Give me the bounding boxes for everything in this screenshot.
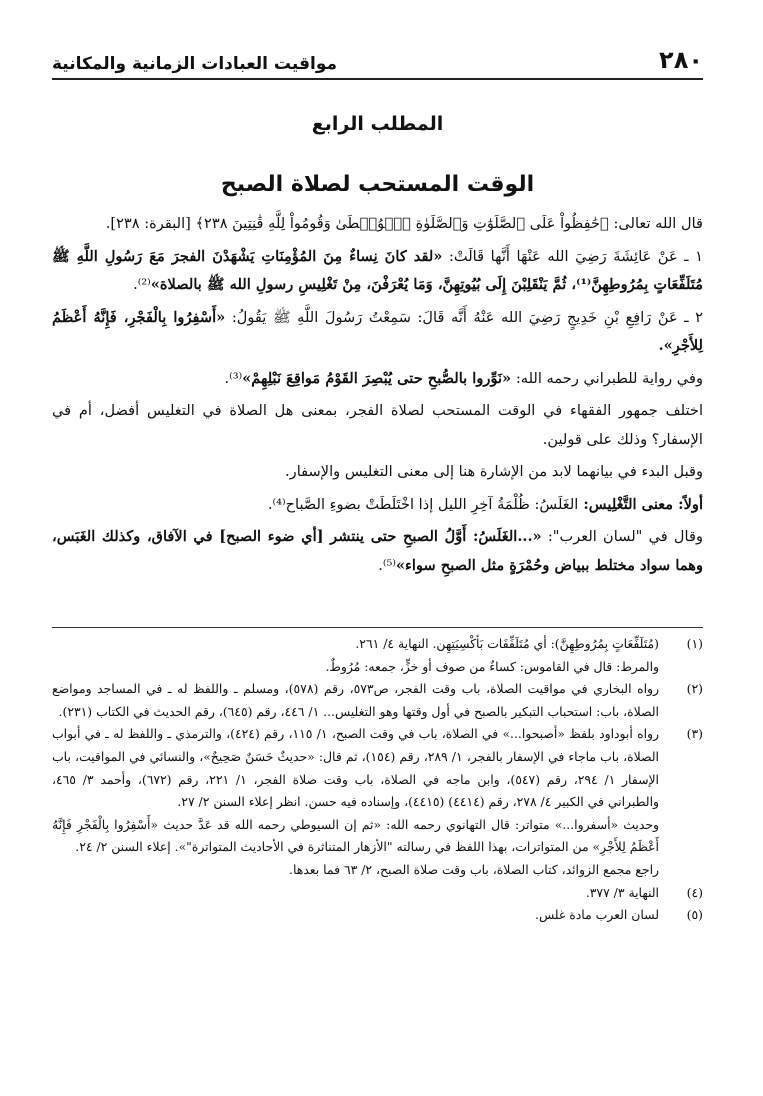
taghlis-label: أولاً: معنى التَّغْلِيس: (578, 495, 703, 513)
taghlis-text: الغَلَسُ: ظُلْمَةُ آخِرِ الليل إذا اخْتَلَطَتْ بضوءِ الصَّباح⁽⁴⁾. (267, 495, 579, 513)
body-text (52, 210, 703, 584)
footnote (52, 904, 703, 927)
footnote (52, 859, 703, 882)
page-number: ٢٨٠ (659, 46, 703, 74)
tabarani-intro: وفي رواية للطبراني رحمه الله: (511, 369, 703, 387)
section-heading: المطلب الرابع (311, 113, 444, 135)
footnote-number (659, 656, 703, 679)
hadith-rafi-text: «أَسْفِرُوا بِالْفَجْرِ، فَإِنَّهُ أَعْظَمُ لِلأَجْرِ». (52, 308, 703, 354)
footnote-text: راجع مجمع الزوائد، كتاب الصلاة، باب وقت صلاة الصبح، ٢/ ٦٣ فما بعدها. (289, 861, 659, 877)
footnote (52, 882, 703, 905)
hadith-aisha-paragraph (52, 243, 703, 300)
footnote (52, 633, 703, 656)
footnote (52, 814, 703, 859)
footnote-text: لسان العرب مادة غلس. (535, 907, 659, 923)
footnote (52, 678, 703, 723)
footnote (52, 656, 703, 679)
footnote-number: (٤) (686, 884, 703, 900)
hadith-aisha-intro: ١ ـ عَنْ عَائِشَةَ رَضِيَ الله عَنْهَا أَنَّها قَالَتْ: (442, 247, 704, 265)
preface-paragraph: وقبل البدء في بيانهما لابد من الإشارة هنا إلى معنى التغليس والإسفار. (285, 463, 703, 480)
running-title: مواقيت العبادات الزمانية والمكانية (52, 54, 337, 74)
disagreement-paragraph: اختلف جمهور الفقهاء في الوقت المستحب لصلاة الفجر، بمعنى هل الصلاة في التغليس أفضل، أم في الإسفار؟ وذلك على قولين. (52, 402, 703, 448)
footnote-text: النهاية ٣/ ٣٧٧. (585, 884, 659, 900)
hadith-aisha-text: «لقد كانَ نِساءٌ مِنَ المُؤْمِنَاتِ يَشْهَدْنَ الفجرَ مَعَ رَسُولِ اللَّهِ ﷺ مُتَلَفِّعَاتٍ بِمُرُوطِهِنَّ⁽¹⁾، ثُمَّ يَنْقَلِبْنَ إِلَى بُيُوتِهِنَّ، وَمَا يُعْرَفْنَ، مِنْ تَغْلِيسِ رسولِ الله ﷺ بالصلاة» (52, 247, 703, 293)
header-rule (52, 78, 703, 80)
quran-verse-paragraph: قال الله تعالى: ﴿حَٰفِظُواْ عَلَى ٱلصَّلَوَٰتِ وَٱلصَّلَوٰةِ ٱلۡوُسۡطَىٰ وَقُومُواْ لِلَّهِ قَٰنِتِينَ ٢٣٨﴾ [البقرة: ٢٣٨]. (105, 215, 703, 232)
page-header (52, 40, 703, 74)
footnote-number: (١) (686, 636, 703, 651)
footnote-text: والمرط: قال في القاموس: كساءٌ من صوف أو خزٍّ، جمعه: مُرُوطٌ. (325, 658, 659, 674)
taghlis-definition (52, 491, 703, 520)
lisan-text: «...الغَلَسُ: أَوَّلُ الصبحِ حتى ينتشر [أي ضوء الصبح] في الآفاق، وكذلك الغَبَس، وهما سواد مختلط ببياض وحُمْرَةٍ مثل الصبحِ سواء» (52, 528, 703, 574)
hadith-aisha-ref: ⁽²⁾. (133, 276, 151, 293)
footnote-rule (52, 627, 703, 628)
lisan-ref: ⁽⁵⁾. (378, 556, 396, 574)
tabarani-paragraph (52, 365, 703, 394)
footnote-number: (٥) (686, 907, 703, 923)
footnote-text: رواه البخاري في مواقيت الصلاة، باب وقت الفجر، ص٥٧٣، رقم (٥٧٨)، ومسلم ـ واللفظ له ـ في المساجد ومواضع الصلاة، باب: استحباب التبكير بالصبح في أول وقتها وهو التغليس... ١/ ٤٤٦، رقم (٦٤٥)، رقم الحديث في الكتاب (٢٣١). (52, 681, 659, 719)
footnote-number (659, 814, 703, 859)
hadith-rafi-paragraph (52, 304, 703, 361)
footnote-text: رواه أبوداود بلفظ «أصبحوا...» في الصلاة، باب في وقت الصبح، ١/ ١١٥، رقم (٤٢٤)، والترمذي ـ واللفظ له ـ في أبواب الصلاة، باب ماجاء في الإسفار بالفجر، ١/ ٢٨٩، رقم (١٥٤)، ثم قال: «حديثٌ حَسَنٌ صَحِيحٌ»، والنسائي في المواقيت، باب الإسفار ١/ ٢٩٤، رقم (٥٤٧)، وابن ماجه في الصلاة، باب وقت صلاة الفجر، ١/ ٢٢١، رقم (٦٧٢)، وأحمد ٣/ ٤٦٥، والطبراني في الكبير ٤/ ٢٧٨، رقم (٤٤١٤) (٤٤١٥)، وإسناده فيه حسن. انظر إعلاء السنن ٢/ ٢٧. (52, 726, 659, 810)
section-title: الوقت المستحب لصلاة الصبح (220, 172, 535, 197)
tabarani-text: «نَوِّروا بالصُّبحِ حتى يُبْصِرَ القَوْمُ مَواقِعَ نَبْلِهِمْ» (242, 369, 512, 387)
footnote-text: (مُتَلَفِّعَاتٍ بِمُرُوطِهِنَّ): أي مُتَلَفِّفَات بَأكْسِيَتِهِن. النهاية ٤/ ٢٦١. (355, 636, 659, 651)
lisan-quote-paragraph (52, 523, 703, 580)
footnote-number (659, 859, 703, 882)
footnotes (52, 633, 703, 927)
footnote (52, 723, 703, 813)
lisan-intro: وقال في "لسان العرب": (541, 528, 703, 545)
footnote-number: (٢) (686, 681, 703, 697)
footnote-text: وحديث «أسفروا...» متواتر: قال التهانوي رحمه الله: «ثم إن السيوطي رحمه الله قد عَدَّ حديث «أَسْفِرُوا بِالْفَجْرِ فَإِنَّهُ أَعْظَمُ لِلأَجْرِ» من المتواترات، بهذا اللفظ في رسالته "الأزهار المتناثرة في الأحاديث المتواترة"». إعلاء السنن ٢/ ٢٤. (52, 816, 659, 855)
tabarani-ref: ⁽³⁾. (224, 369, 243, 387)
footnote-number: (٣) (686, 726, 703, 742)
hadith-rafi-intro: ٢ ـ عَنْ رَافِعِ بْنِ خَدِيجٍ رَضِيَ الله عَنْهُ أَنَّه قَالَ: سَمِعْتُ رَسُولَ اللَّهِ ﷺ يَقُولُ: (225, 308, 703, 326)
